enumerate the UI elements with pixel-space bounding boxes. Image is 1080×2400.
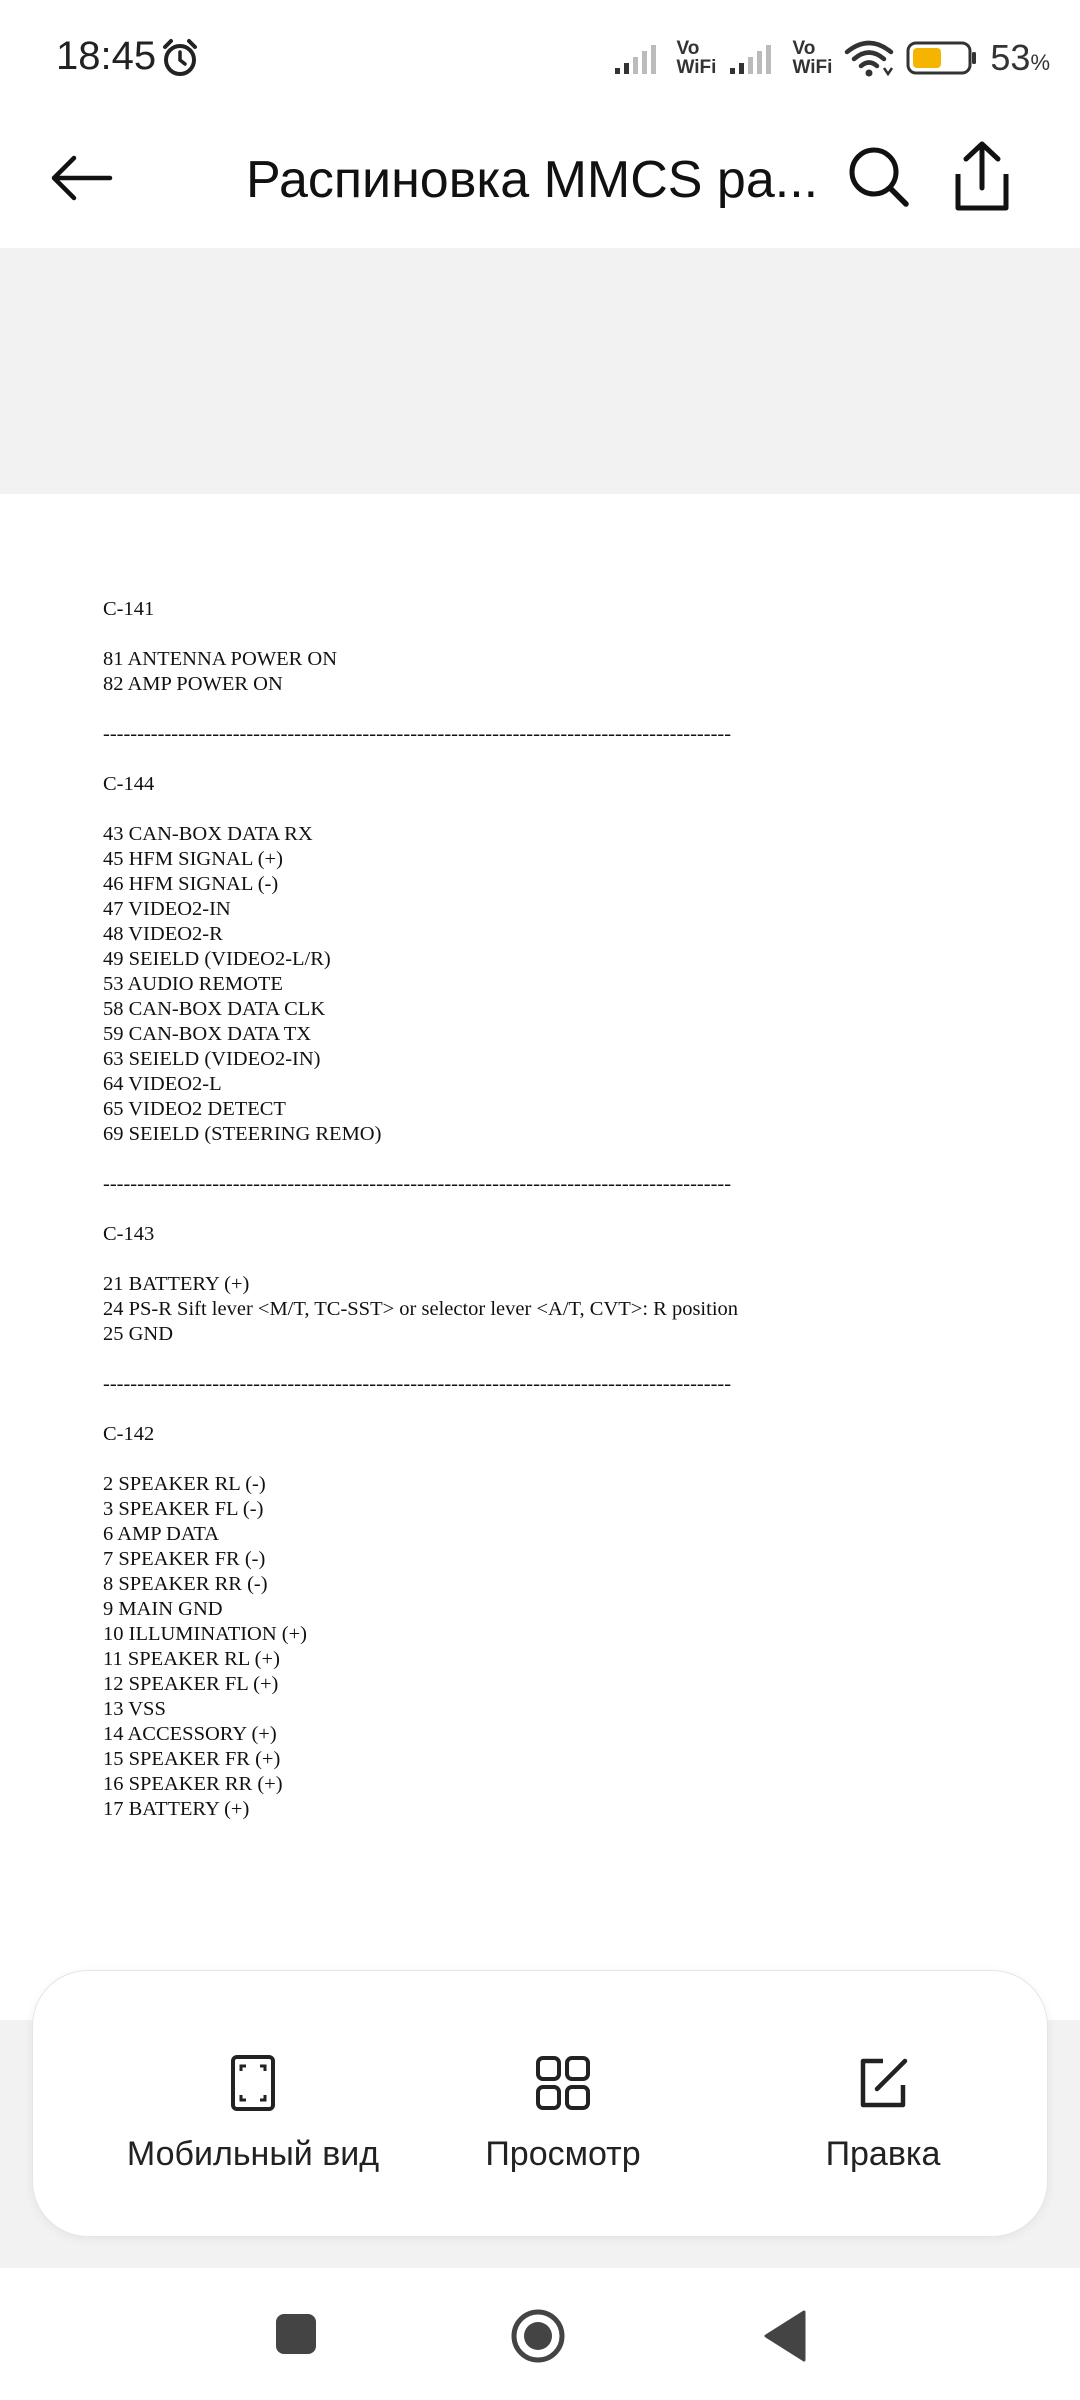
document-text: C-141 81 ANTENNA POWER ON 82 AMP POWER ON -------------------------------------------------------------------------------------------- C-144 43 CAN-BOX DATA RX 45 HFM SIGNAL (+) 46 HFM SIGNAL (-) 47 VIDEO2-IN 48 VIDEO2-R 49 SEIELD (VIDEO2-L/R) 53 AUDIO REMOTE 58 CAN-BOX DATA CLK 59 CAN-BOX DATA TX 63 SEIELD (VIDEO2-IN) 64 VIDEO2-L 65 VIDEO2 DETECT 69 SEIELD (STEERING REMO) -------------------------------------------------------------------------------------------- C-143 21 BATTERY (+) 24 PS-R Sift lever <M/T, TC-SST> or selector lever <A/T, CVT>: R position 25 GND -------------------------------------------------------------------------------------------- C-142 2 SPEAKER RL (-) 3 SPEAKER FL (-) 6 AMP DATA 7 SPEAKER FR (-) 8 SPEAKER RR (-) 9 MAIN GND 10 ILLUMINATION (+) 11 SPEAKER RL (+) 12 SPEAKER FL (+) 13 VSS 14 ACCESSORY (+) 15 SPEAKER FR (+) 16 SPEAKER RR (+) 17 BATTERY (+) — [103, 598, 739, 1820]
battery-icon — [906, 40, 978, 76]
nav-back-icon[interactable] — [760, 2308, 808, 2364]
preview-button[interactable] — [413, 1971, 713, 2236]
bottom-toolbar — [32, 1970, 1048, 2237]
home-icon[interactable] — [510, 2308, 566, 2364]
status-time: 18:45 — [56, 34, 157, 78]
preview-label: Просмотр — [485, 2135, 641, 2173]
page-title: Распиновка MMCS ра... — [246, 151, 819, 209]
document-top-margin — [0, 248, 1080, 494]
signal-icon — [613, 40, 665, 76]
mobile-view-button[interactable] — [83, 1971, 423, 2236]
edit-icon — [853, 2053, 913, 2113]
status-icons — [613, 36, 1050, 80]
edit-button[interactable] — [733, 1971, 1033, 2236]
edit-label: Правка — [825, 2135, 941, 2173]
status-bar — [0, 0, 1080, 110]
app-bar — [0, 110, 1080, 248]
recents-icon[interactable] — [274, 2312, 318, 2356]
system-nav-bar — [0, 2268, 1080, 2400]
mobile-view-label: Мобильный вид — [126, 2135, 380, 2173]
wifi-icon — [844, 38, 894, 78]
document-page[interactable] — [0, 494, 1080, 2020]
back-arrow-icon[interactable] — [44, 140, 120, 216]
vowifi-label: Vo WiFi — [792, 38, 833, 78]
signal-icon — [728, 40, 780, 76]
alarm-icon — [160, 38, 200, 78]
share-icon[interactable] — [944, 136, 1020, 216]
vowifi-label: Vo WiFi — [676, 38, 717, 78]
battery-percent: 53% — [990, 37, 1050, 78]
fullscreen-icon — [223, 2053, 283, 2113]
grid-icon — [533, 2053, 593, 2113]
search-icon[interactable] — [840, 138, 916, 214]
